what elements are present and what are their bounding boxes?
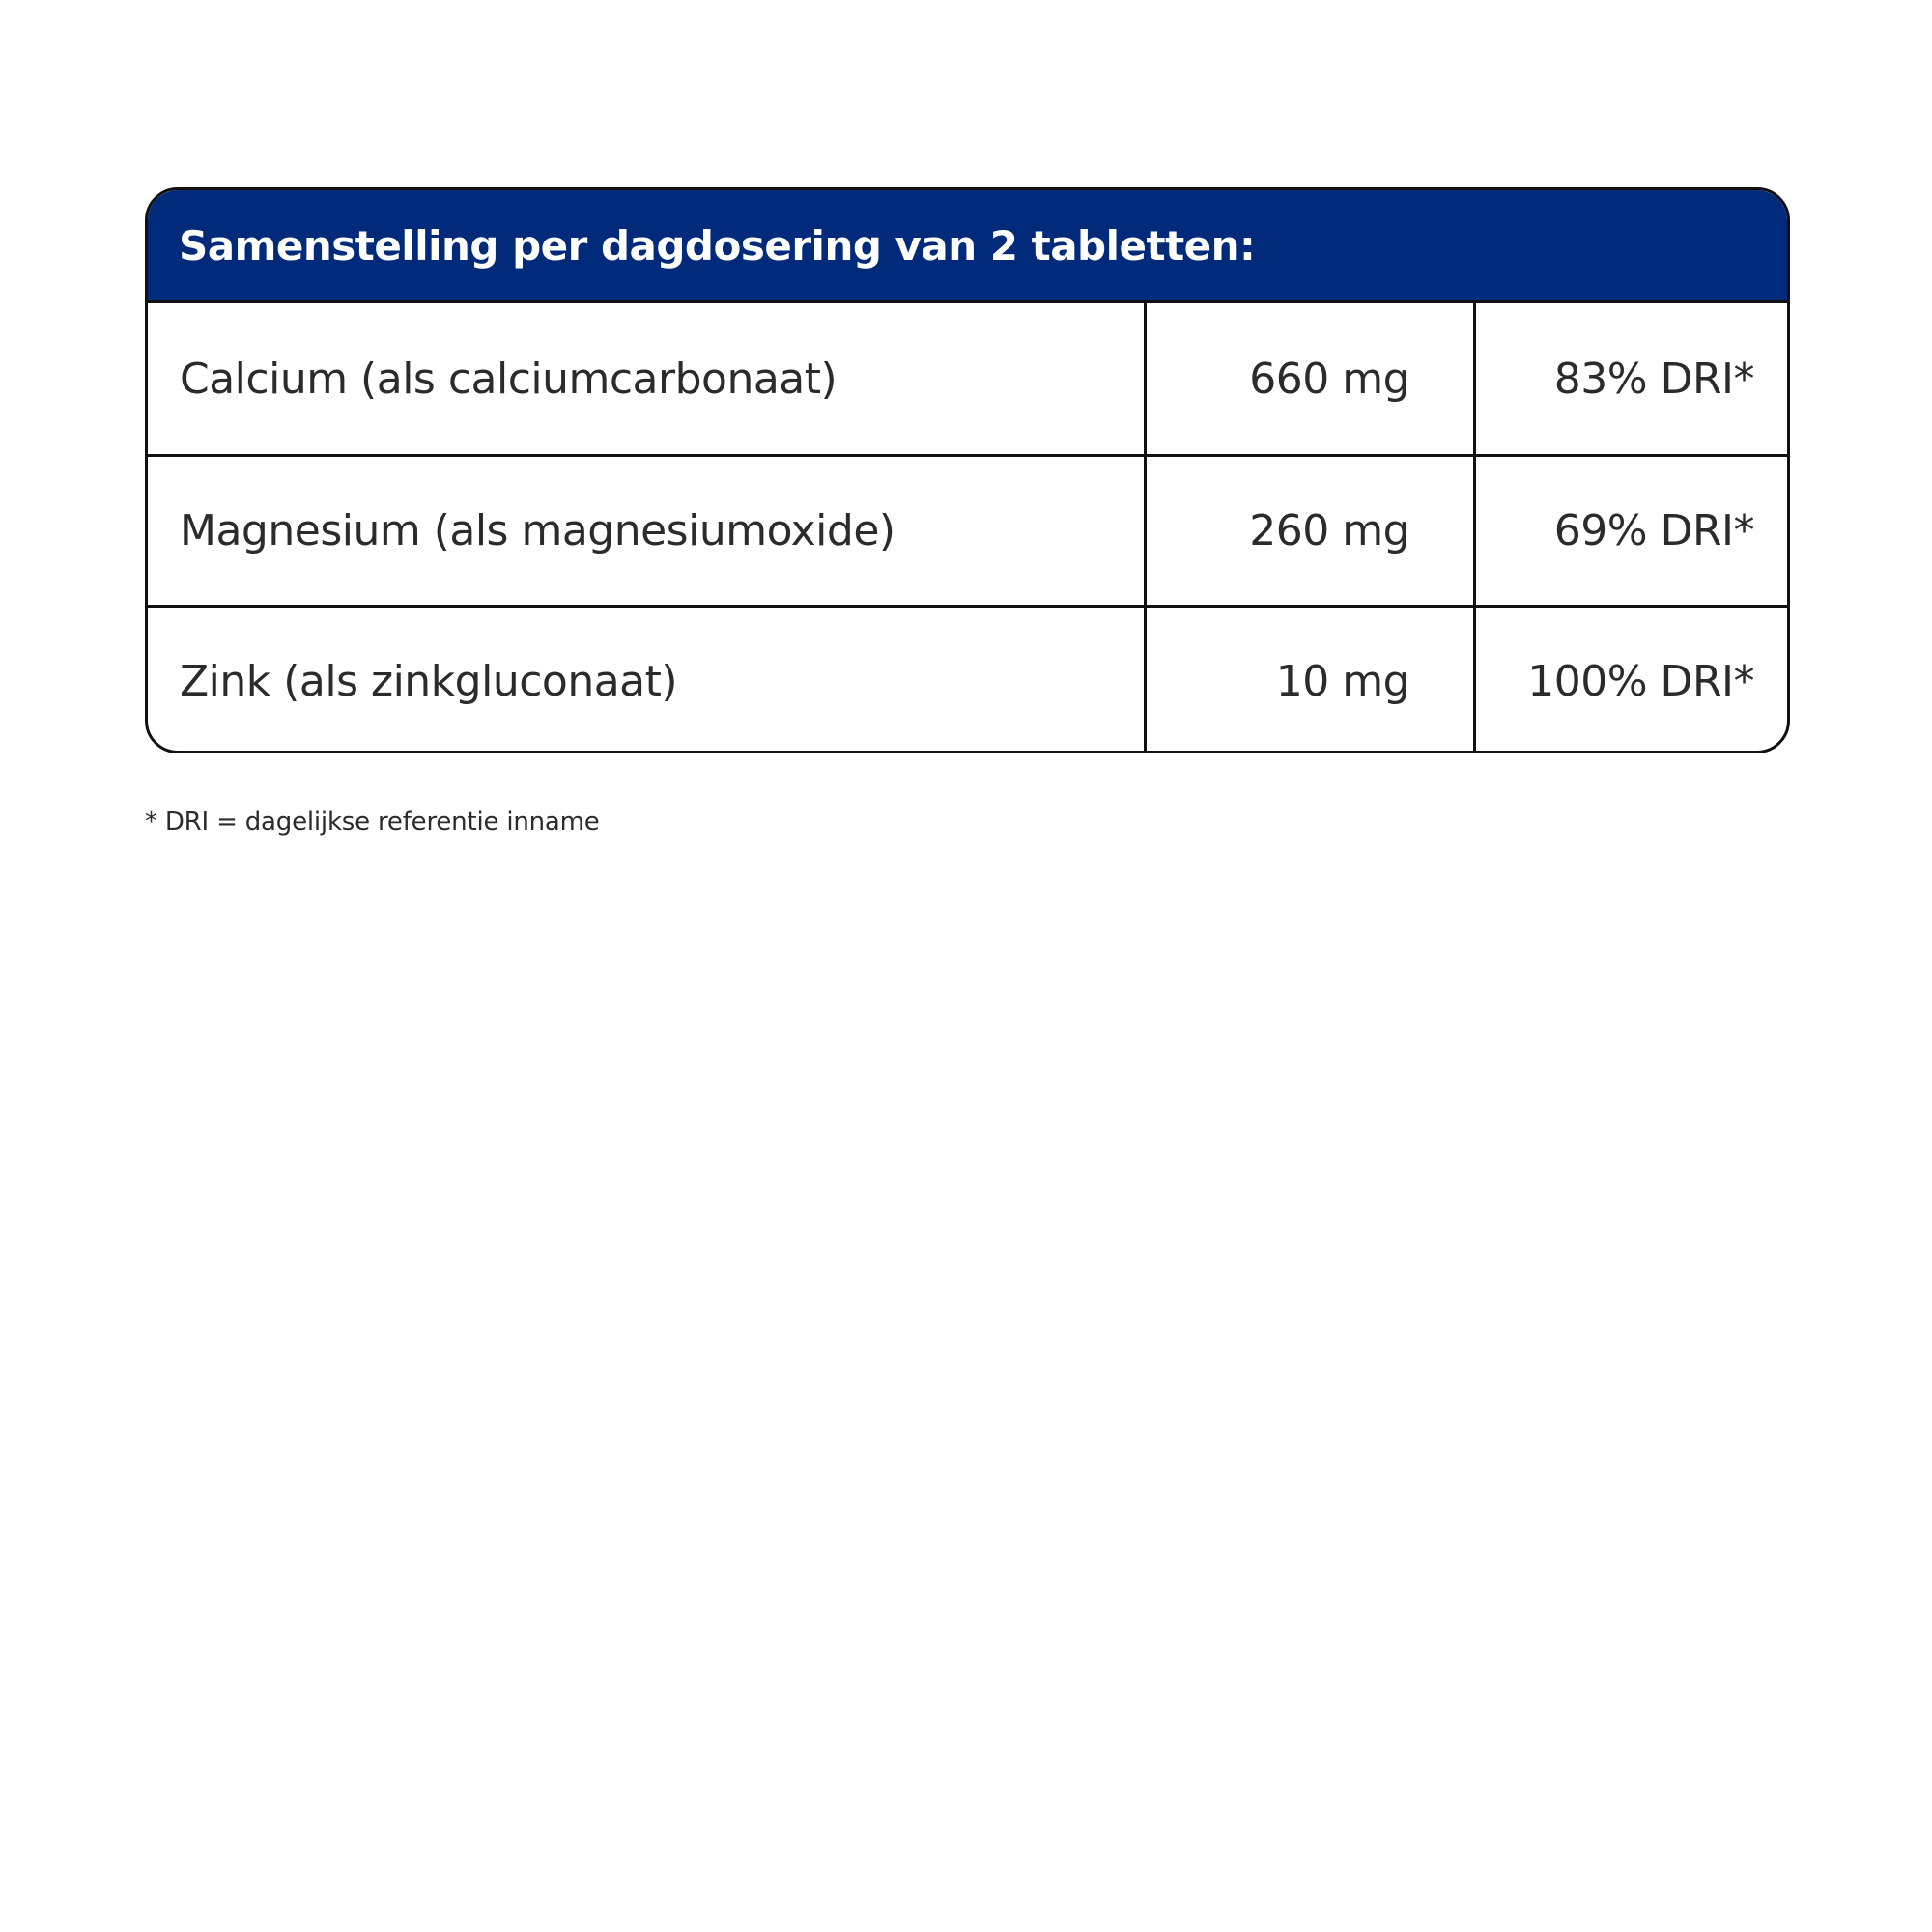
ingredient-name: Magnesium (als magnesiumoxide) bbox=[148, 457, 1147, 605]
composition-table bbox=[145, 187, 1790, 753]
table-row bbox=[148, 303, 1787, 454]
ingredient-name: Calcium (als calciumcarbonaat) bbox=[148, 303, 1147, 454]
table-title: Samenstelling per dagdosering van 2 tabletten: bbox=[179, 221, 1256, 270]
footnote: * DRI = dagelijkse referentie inname bbox=[145, 808, 600, 837]
ingredient-amount: 660 mg bbox=[1147, 303, 1476, 454]
ingredient-amount: 260 mg bbox=[1147, 457, 1476, 605]
ingredient-name: Zink (als zinkgluconaat) bbox=[148, 608, 1147, 753]
ingredient-dri: 69% DRI* bbox=[1553, 506, 1754, 555]
table-row bbox=[148, 454, 1787, 605]
ingredient-amount: 10 mg bbox=[1147, 608, 1476, 753]
ingredient-dri: 83% DRI* bbox=[1553, 354, 1754, 404]
ingredient-dri: 100% DRI* bbox=[1527, 657, 1754, 706]
table-row bbox=[148, 605, 1787, 753]
table-header bbox=[148, 190, 1787, 303]
